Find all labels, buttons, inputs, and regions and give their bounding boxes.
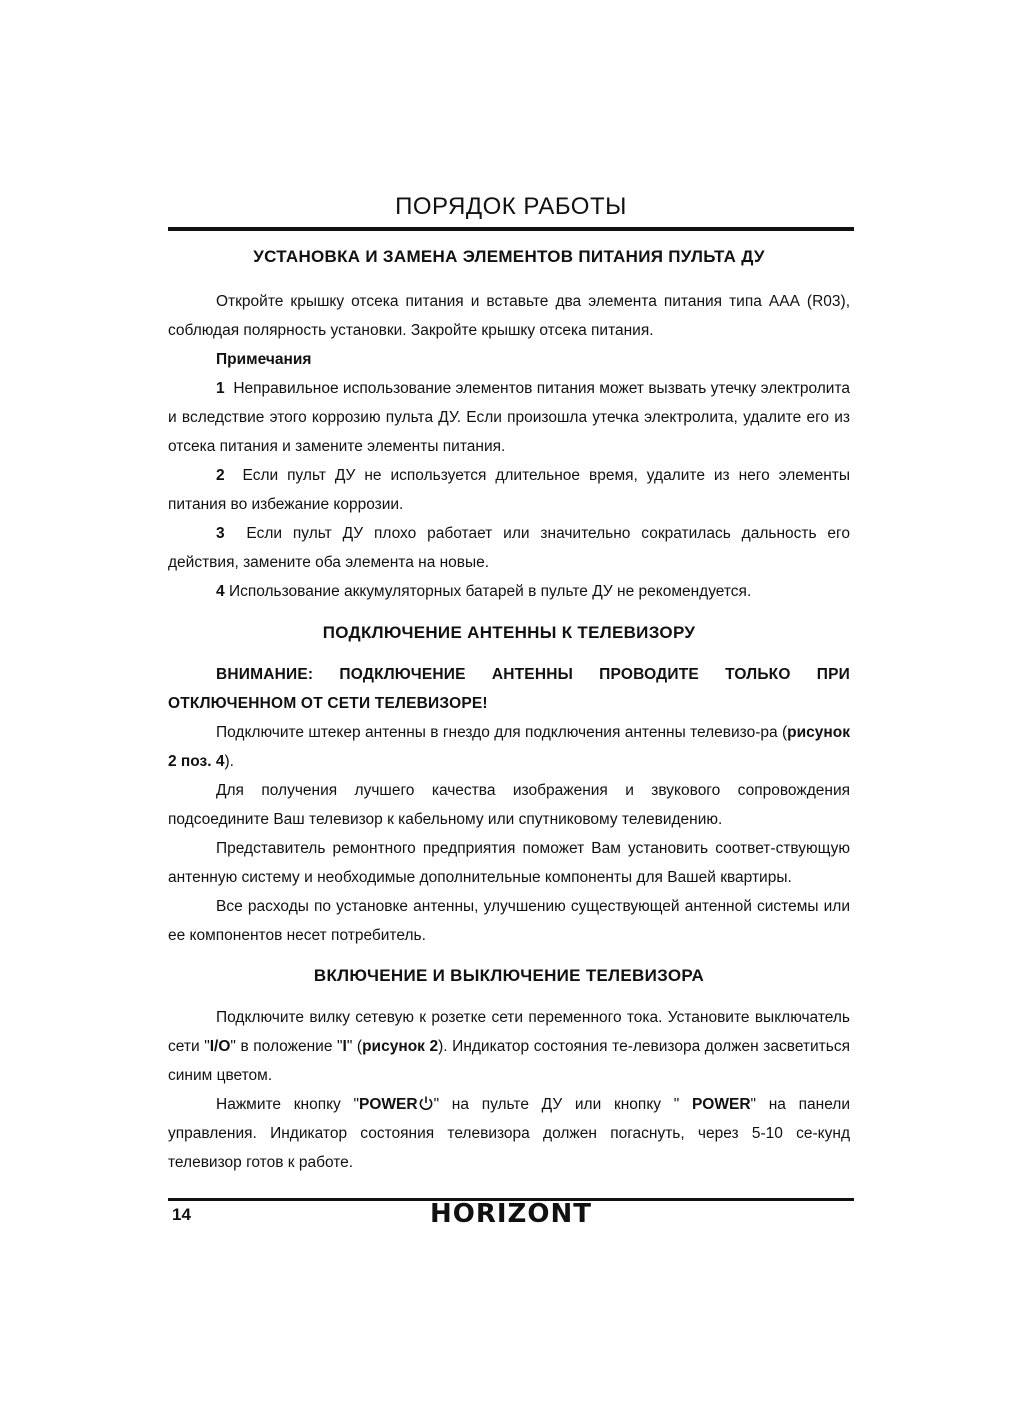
page-content [168, 231, 850, 1177]
note-4 [168, 577, 850, 606]
note-text: Если пульт ДУ не используется длительное время, удалите из него элементы питания во избежание коррозии. [168, 467, 850, 513]
figure-reference: рисунок 2 поз. 4 [168, 724, 850, 770]
switch-position: I [342, 1038, 347, 1055]
text-segment: Нажмите кнопку " [216, 1096, 360, 1113]
section-title-batteries: УСТАНОВКА И ЗАМЕНА ЭЛЕМЕНТОВ ПИТАНИЯ ПУЛЬТА ДУ [253, 247, 765, 266]
text-segment: Подключите штекер антенны в гнездо для подключения антенны телевизо-ра ( [216, 724, 788, 741]
note-1 [168, 374, 850, 461]
paragraph-antenna-connect [168, 718, 850, 776]
paragraph-battery-intro: Откройте крышку отсека питания и вставьте два элемента питания типа ААА (R03), соблюдая полярность установки. Закройте крышку отсека питания. [168, 293, 850, 339]
note-text: Неправильное использование элементов питания может вызвать утечку электролита и вследствие этого коррозию пульта ДУ. Если произошла утечка электролита, удалите его из отсека питания и замените элементы питания. [168, 380, 851, 455]
paragraph-antenna-quality: Для получения лучшего качества изображения и звукового сопровождения подсоедините Ваш телевизор к кабельному или спутниковому телевидению. [168, 782, 850, 828]
note-number: 4 [216, 583, 225, 600]
power-icon [418, 1095, 434, 1111]
antenna-warning: ВНИМАНИЕ: ПОДКЛЮЧЕНИЕ АНТЕННЫ ПРОВОДИТЕ ТОЛЬКО ПРИ ОТКЛЮЧЕННОМ ОТ СЕТИ ТЕЛЕВИЗОРЕ! [168, 666, 850, 712]
note-3 [168, 519, 850, 577]
text-segment: ). [224, 753, 234, 770]
note-number: 3 [216, 525, 225, 542]
page-title: ПОРЯДОК РАБОТЫ [395, 193, 627, 220]
section-title-antenna: ПОДКЛЮЧЕНИЕ АНТЕННЫ К ТЕЛЕВИЗОРУ [322, 623, 696, 642]
notes-heading: Примечания [216, 351, 312, 368]
paragraph-power-button [168, 1090, 850, 1177]
note-text: Использование аккумуляторных батарей в пульте ДУ не рекомендуется. [228, 583, 752, 600]
paragraph-power-switch [168, 1003, 850, 1090]
note-number: 1 [216, 380, 225, 397]
brand-logo: HORIZONT [429, 1199, 592, 1229]
section-title-power: ВКЛЮЧЕНИЕ И ВЫКЛЮЧЕНИЕ ТЕЛЕВИЗОРА [313, 966, 705, 985]
text-segment: " ( [346, 1038, 363, 1055]
text-segment: ). Индикатор состояния те-левизора должен засветиться синим цветом. [168, 1038, 850, 1084]
text-segment: " в положение " [230, 1038, 343, 1055]
figure-reference: рисунок 2 [362, 1038, 439, 1055]
power-button-label: POWER [359, 1096, 418, 1113]
note-number: 2 [216, 467, 225, 484]
paragraph-antenna-costs: Все расходы по установке антенны, улучшению существующей антенной системы или ее компонентов несет потребитель. [168, 898, 850, 944]
switch-label: I/O [209, 1038, 231, 1055]
note-2 [168, 461, 850, 519]
power-button-label: POWER [691, 1096, 751, 1113]
page-number: 14 [172, 1205, 191, 1224]
text-segment: " на пульте ДУ или кнопку " [433, 1096, 692, 1113]
text-segment: Подключите вилку сетевую к розетке сети переменного тока. Установите выключатель сети " [168, 1009, 850, 1055]
paragraph-antenna-service: Представитель ремонтного предприятия поможет Вам установить соответ-ствующую антенную систему и необходимые дополнительные компоненты для Вашей квартиры. [168, 840, 850, 886]
note-text: Если пульт ДУ плохо работает или значительно сократилась дальность его действия, замените оба элемента на новые. [168, 525, 850, 571]
text-segment: " на панели управления. Индикатор состояния телевизора должен погаснуть, через 5-10 се-кунд телевизор готов к работе. [168, 1096, 850, 1171]
